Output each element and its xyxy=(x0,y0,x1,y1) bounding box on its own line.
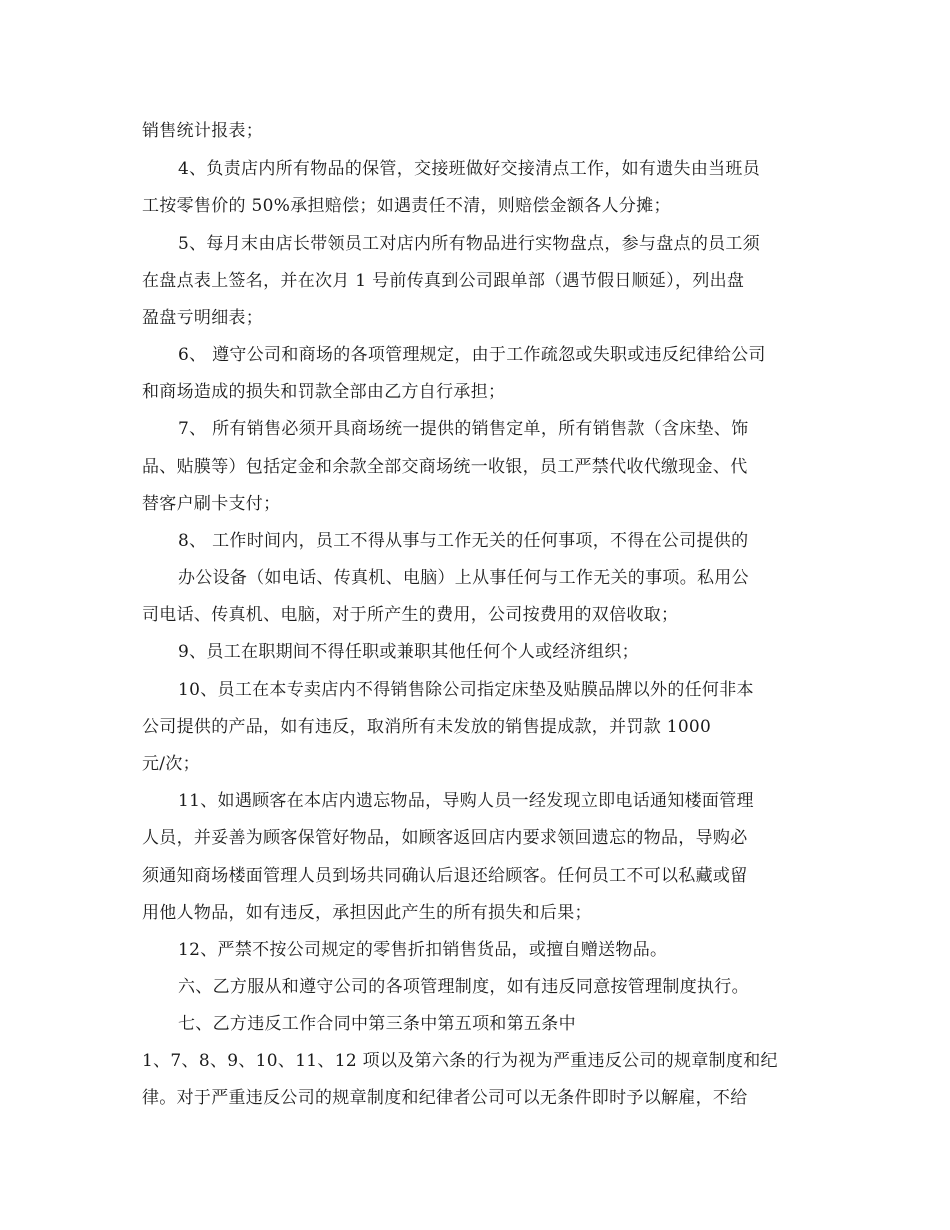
text-line: 公司提供的产品，如有违反，取消所有未发放的销售提成款，并罚款 1000 xyxy=(142,717,712,737)
text-line: 工按零售价的 50%承担赔偿；如遇责任不清，则赔偿金额各人分摊； xyxy=(142,196,671,216)
text-line: 7、 所有销售必须开具商场统一提供的销售定单，所有销售款（含床垫、饰 xyxy=(178,419,749,439)
text-line: 12、严禁不按公司规定的零售折扣销售货品，或擅自赠送物品。 xyxy=(178,940,668,960)
text-line: 六、乙方服从和遵守公司的各项管理制度，如有违反同意按管理制度执行。 xyxy=(178,977,749,997)
text-line: 10、员工在本专卖店内不得销售除公司指定床垫及贴膜品牌以外的任何非本 xyxy=(178,680,754,700)
text-line: 和商场造成的损失和罚款全部由乙方自行承担； xyxy=(142,382,506,402)
text-line: 品、贴膜等）包括定金和余款全部交商场统一收银，员工严禁代收代缴现金、代 xyxy=(142,457,748,477)
text-line: 9、员工在职期间不得任职或兼职其他任何个人或经济组织； xyxy=(178,642,639,662)
text-line: 盈盘亏明细表； xyxy=(142,308,264,328)
text-line: 6、 遵守公司和商场的各项管理规定，由于工作疏忽或失职或违反纪律给公司 xyxy=(178,345,766,365)
text-line: 11、如遇顾客在本店内遗忘物品，导购人员一经发现立即电话通知楼面管理 xyxy=(178,791,754,811)
text-line: 人员，并妥善为顾客保管好物品，如顾客返回店内要求领回遗忘的物品，导购必 xyxy=(142,828,748,848)
text-line: 须通知商场楼面管理人员到场共同确认后退还给顾客。任何员工不可以私藏或留 xyxy=(142,866,748,886)
text-line: 销售统计报表； xyxy=(142,121,264,141)
text-line: 5、每月末由店长带领员工对店内所有物品进行实物盘点，参与盘点的员工须 xyxy=(178,234,761,254)
text-line: 司电话、传真机、电脑，对于所产生的费用，公司按费用的双倍收取； xyxy=(142,605,679,625)
text-line: 元/次； xyxy=(142,754,200,774)
text-line: 替客户刷卡支付； xyxy=(142,494,281,514)
text-line: 8、 工作时间内，员工不得从事与工作无关的任何事项，不得在公司提供的 xyxy=(178,531,749,551)
text-line: 律。对于严重违反公司的规章制度和纪律者公司可以无条件即时予以解雇，不给 xyxy=(142,1088,748,1108)
text-line: 七、乙方违反工作合同中第三条中第五项和第五条中 xyxy=(178,1014,576,1034)
text-line: 办公设备（如电话、传真机、电脑）上从事任何与工作无关的事项。私用公 xyxy=(178,568,749,588)
text-line: 在盘点表上签名，并在次月 1 号前传真到公司跟单部（遇节假日顺延），列出盘 xyxy=(142,271,745,291)
text-line: 4、负责店内所有物品的保管，交接班做好交接清点工作，如有遗失由当班员 xyxy=(178,159,761,179)
text-line: 用他人物品，如有违反，承担因此产生的所有损失和后果； xyxy=(142,903,592,923)
text-line: 1、7、8、9、10、11、12 项以及第六条的行为视为严重违反公司的规章制度和纪 xyxy=(142,1051,778,1071)
